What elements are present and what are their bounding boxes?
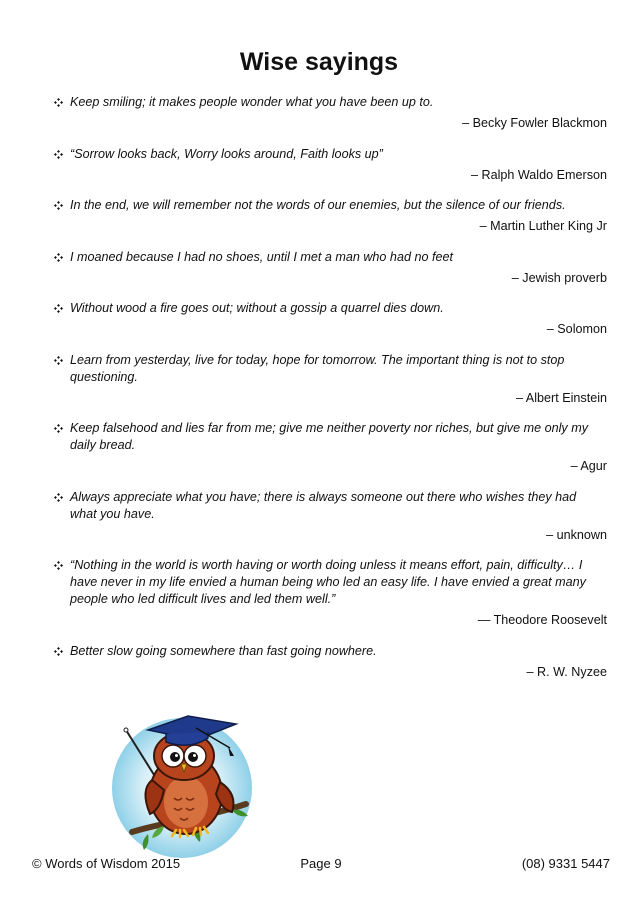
quote-text: “Nothing in the world is worth having or worth doing unless it means effort, pain, difficulty… I have never in my life envied a human being who led an easy life. I have envied a great many people who led difficult lives and led them well.” xyxy=(70,558,586,606)
quote-text: In the end, we will remember not the words of our enemies, but the silence of our friends. xyxy=(70,198,566,212)
four-diamond-bullet-icon xyxy=(54,201,63,210)
footer-phone: (08) 9331 5447 xyxy=(521,856,610,871)
four-diamond-bullet-icon xyxy=(54,304,63,313)
quote-item xyxy=(50,643,610,681)
quote-text: Keep falsehood and lies far from me; give me neither poverty nor riches, but give me only my daily bread. xyxy=(70,421,588,452)
quote-author: – Jewish proverb xyxy=(511,270,607,285)
four-diamond-bullet-icon xyxy=(54,493,63,502)
page-title: Wise sayings xyxy=(239,48,399,76)
four-diamond-bullet-icon xyxy=(54,561,63,570)
quote-item xyxy=(50,197,610,235)
quote-text: I moaned because I had no shoes, until I met a man who had no feet xyxy=(70,249,453,264)
owl-graduate-icon xyxy=(104,700,264,860)
quote-item xyxy=(50,352,610,407)
quote-author: – unknown xyxy=(546,527,607,542)
footer-copyright: © Words of Wisdom 2015 xyxy=(32,856,181,871)
quote-item xyxy=(50,94,610,132)
quote-list xyxy=(50,94,610,694)
quote-author: – R. W. Nyzee xyxy=(526,664,607,679)
quote-author: – Agur xyxy=(570,459,607,473)
quote-author: – Solomon xyxy=(546,322,607,336)
quote-item xyxy=(50,420,610,475)
quote-text: Learn from yesterday, live for today, hope for tomorrow. The important thing is not to stop questioning. xyxy=(70,352,565,384)
quote-text: Always appreciate what you have; there is always someone out there who wishes they had what you have. xyxy=(70,489,577,521)
quote-item xyxy=(50,300,610,338)
quote-author: – Ralph Waldo Emerson xyxy=(470,167,607,182)
quote-text: “Sorrow looks back, Worry looks around, Faith looks up” xyxy=(70,146,383,161)
quote-author: — Theodore Roosevelt xyxy=(477,613,607,627)
four-diamond-bullet-icon xyxy=(54,647,63,656)
four-diamond-bullet-icon xyxy=(54,98,63,107)
four-diamond-bullet-icon xyxy=(54,424,63,433)
quote-item xyxy=(50,146,610,184)
quote-author: – Albert Einstein xyxy=(515,390,607,405)
quote-item xyxy=(50,557,610,629)
quote-author: – Martin Luther King Jr xyxy=(479,219,607,233)
quote-text: Without wood a fire goes out; without a gossip a quarrel dies down. xyxy=(70,301,444,315)
quote-item xyxy=(50,489,610,544)
quote-text: Keep smiling; it makes people wonder what you have been up to. xyxy=(70,95,434,109)
page-footer xyxy=(32,854,610,874)
four-diamond-bullet-icon xyxy=(54,150,63,159)
quote-text: Better slow going somewhere than fast going nowhere. xyxy=(70,643,377,658)
footer-page-number: Page 9 xyxy=(300,856,342,871)
quote-item xyxy=(50,249,610,287)
four-diamond-bullet-icon xyxy=(54,356,63,365)
quote-author: – Becky Fowler Blackmon xyxy=(462,116,607,130)
four-diamond-bullet-icon xyxy=(54,253,63,262)
